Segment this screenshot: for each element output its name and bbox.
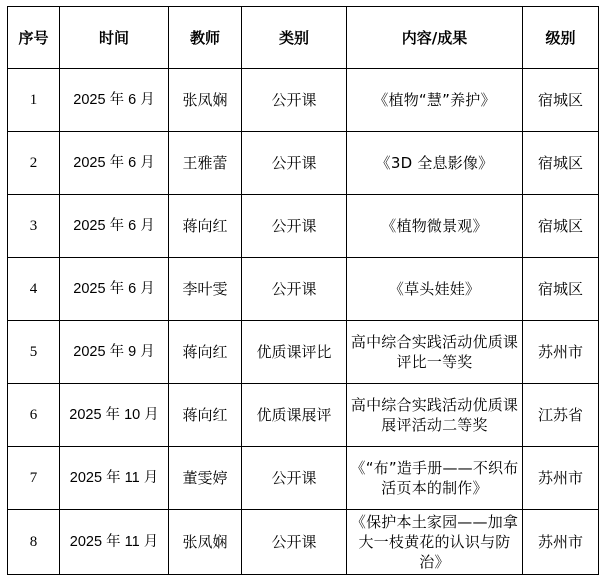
cell-content: 《3D 全息影像》 <box>347 132 523 195</box>
cell-serial: 4 <box>8 258 60 321</box>
cell-time: 2025 年 6 月 <box>60 258 169 321</box>
header-serial: 序号 <box>8 7 60 69</box>
cell-category: 公开课 <box>242 510 347 575</box>
cell-serial: 5 <box>8 321 60 384</box>
cell-level: 宿城区 <box>523 258 599 321</box>
cell-serial: 1 <box>8 69 60 132</box>
cell-category: 公开课 <box>242 195 347 258</box>
cell-teacher: 蒋向红 <box>169 321 242 384</box>
cell-level: 苏州市 <box>523 510 599 575</box>
cell-teacher: 董雯婷 <box>169 447 242 510</box>
cell-level: 苏州市 <box>523 447 599 510</box>
cell-teacher: 王雅蕾 <box>169 132 242 195</box>
cell-content: 《保护本土家园——加拿大一枝黄花的认识与防治》 <box>347 510 523 575</box>
cell-category: 公开课 <box>242 132 347 195</box>
cell-level: 宿城区 <box>523 195 599 258</box>
cell-content: 《草头娃娃》 <box>347 258 523 321</box>
header-teacher: 教师 <box>169 7 242 69</box>
cell-serial: 2 <box>8 132 60 195</box>
cell-teacher: 蒋向红 <box>169 195 242 258</box>
cell-time: 2025 年 9 月 <box>60 321 169 384</box>
table-row <box>8 69 599 132</box>
cell-level: 苏州市 <box>523 321 599 384</box>
header-content: 内容/成果 <box>347 7 523 69</box>
cell-serial: 7 <box>8 447 60 510</box>
table-row <box>8 384 599 447</box>
table-row <box>8 132 599 195</box>
table-row <box>8 321 599 384</box>
header-row <box>8 7 599 69</box>
cell-serial: 3 <box>8 195 60 258</box>
cell-content: 《“布”造手册——不织布活页本的制作》 <box>347 447 523 510</box>
cell-serial: 6 <box>8 384 60 447</box>
cell-category: 公开课 <box>242 447 347 510</box>
cell-level: 江苏省 <box>523 384 599 447</box>
table-row <box>8 195 599 258</box>
table-row <box>8 258 599 321</box>
cell-time: 2025 年 11 月 <box>60 447 169 510</box>
cell-teacher: 张凤娴 <box>169 510 242 575</box>
header-time: 时间 <box>60 7 169 69</box>
cell-category: 优质课评比 <box>242 321 347 384</box>
cell-teacher: 蒋向红 <box>169 384 242 447</box>
cell-teacher: 张凤娴 <box>169 69 242 132</box>
cell-content: 高中综合实践活动优质课展评活动二等奖 <box>347 384 523 447</box>
cell-category: 公开课 <box>242 69 347 132</box>
cell-content: 《植物“慧”养护》 <box>347 69 523 132</box>
table-row <box>8 510 599 575</box>
cell-category: 优质课展评 <box>242 384 347 447</box>
table-row <box>8 447 599 510</box>
header-category: 类别 <box>242 7 347 69</box>
cell-level: 宿城区 <box>523 69 599 132</box>
cell-serial: 8 <box>8 510 60 575</box>
cell-time: 2025 年 10 月 <box>60 384 169 447</box>
cell-teacher: 李叶雯 <box>169 258 242 321</box>
cell-time: 2025 年 6 月 <box>60 195 169 258</box>
cell-time: 2025 年 6 月 <box>60 132 169 195</box>
achievements-table <box>7 6 599 575</box>
header-level: 级别 <box>523 7 599 69</box>
cell-content: 高中综合实践活动优质课评比一等奖 <box>347 321 523 384</box>
cell-category: 公开课 <box>242 258 347 321</box>
cell-level: 宿城区 <box>523 132 599 195</box>
cell-time: 2025 年 11 月 <box>60 510 169 575</box>
cell-time: 2025 年 6 月 <box>60 69 169 132</box>
cell-content: 《植物微景观》 <box>347 195 523 258</box>
